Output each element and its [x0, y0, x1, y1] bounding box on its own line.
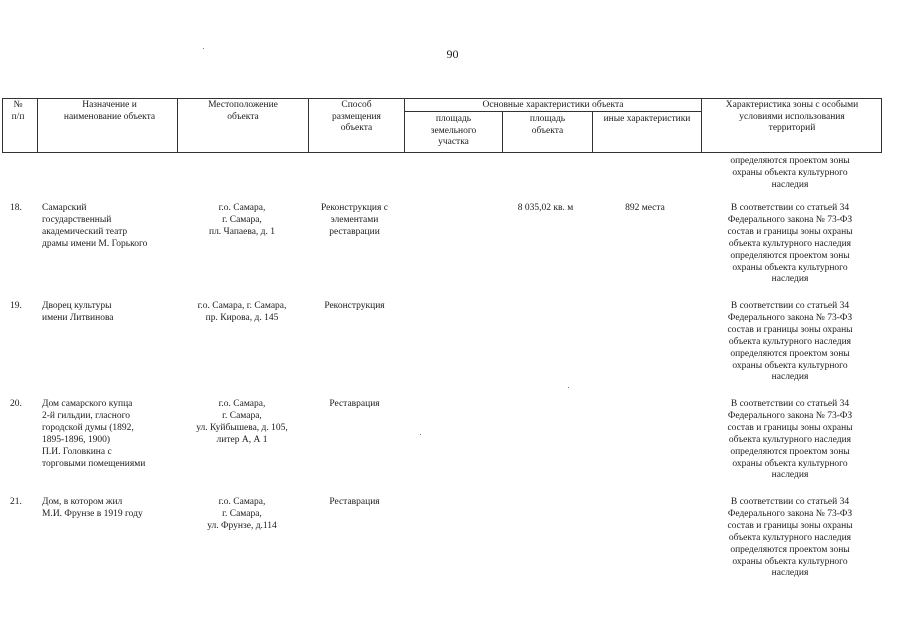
header-land-area: площадь земельного участка — [430, 114, 477, 147]
row-number: 18. — [10, 203, 22, 213]
row-number: 21. — [10, 497, 22, 507]
row-number: 20. — [10, 399, 22, 409]
placement-method: Реконструкция с элементами реставрации — [321, 203, 388, 237]
object-name: Самарский государственный академический театр драмы имени М. Горького — [42, 203, 148, 249]
header-main-characteristics: Основные характеристики объекта — [482, 100, 624, 110]
header-zone: Характеристика зоны с особыми условиями использования территорий — [725, 100, 859, 133]
placement-method: Реставрация — [329, 399, 380, 409]
zone-characteristics: В соответствии со статьей 34 Федерального закона № 73-ФЗ состав и границы зоны охраны объекта культурного наследия определяются проектом зоны охраны объекта культурного наследия — [727, 399, 853, 481]
table-header — [2, 98, 882, 153]
placement-method: Реконструкция — [324, 301, 385, 311]
object-location: г.о. Самара, г. Самара, ул. Куйбышева, д. 105, литер А, А 1 — [196, 399, 288, 445]
zone-characteristics: В соответствии со статьей 34 Федерального закона № 73-ФЗ состав и границы зоны охраны объекта культурного наследия определяются проектом зоны охраны объекта культурного наследия — [727, 301, 853, 383]
scan-speck — [203, 48, 204, 49]
continuation-zone-text: определяются проектом зоны охраны объекта культурного наследия — [730, 156, 850, 190]
header-num: № п/п — [11, 100, 25, 122]
header-name: Назначение и наименование объекта — [63, 100, 156, 122]
object-name: Дворец культуры имени Литвинова — [42, 301, 114, 323]
zone-characteristics: В соответствии со статьей 34 Федерального закона № 73-ФЗ состав и границы зоны охраны объекта культурного наследия определяются проектом зоны охраны объекта культурного наследия — [727, 497, 853, 579]
header-object-area: площадь объекта — [529, 114, 566, 136]
page-number: 90 — [446, 47, 459, 61]
placement-method: Реставрация — [329, 497, 380, 507]
zone-characteristics: В соответствии со статьей 34 Федерального закона № 73-ФЗ состав и границы зоны охраны объекта культурного наследия определяются проектом зоны охраны объекта культурного наследия — [727, 203, 853, 285]
object-location: г.о. Самара, г. Самара, ул. Фрунзе, д.114 — [207, 497, 277, 531]
object-name: Дом самарского купца 2-й гильдии, гласного городской думы (1892, 1895-1896, 1900) П.И. Головкина с торговыми помещениями — [42, 399, 146, 469]
object-name: Дом, в котором жил М.И. Фрунзе в 1919 году — [42, 497, 143, 519]
other-characteristics: 892 места — [625, 203, 665, 213]
header-method: Способ размещения объекта — [332, 100, 381, 133]
scan-speck — [568, 387, 569, 388]
object-location: г.о. Самара, г. Самара, пр. Кирова, д. 145 — [197, 301, 287, 323]
object-location: г.о. Самара, г. Самара, пл. Чапаева, д. 1 — [208, 203, 276, 237]
scan-speck — [420, 434, 421, 435]
header-location: Местоположение объекта — [208, 100, 278, 122]
object-area: 8 035,02 кв. м — [517, 203, 574, 213]
header-other-characteristics: иные характеристики — [603, 114, 691, 124]
row-number: 19. — [10, 301, 22, 311]
